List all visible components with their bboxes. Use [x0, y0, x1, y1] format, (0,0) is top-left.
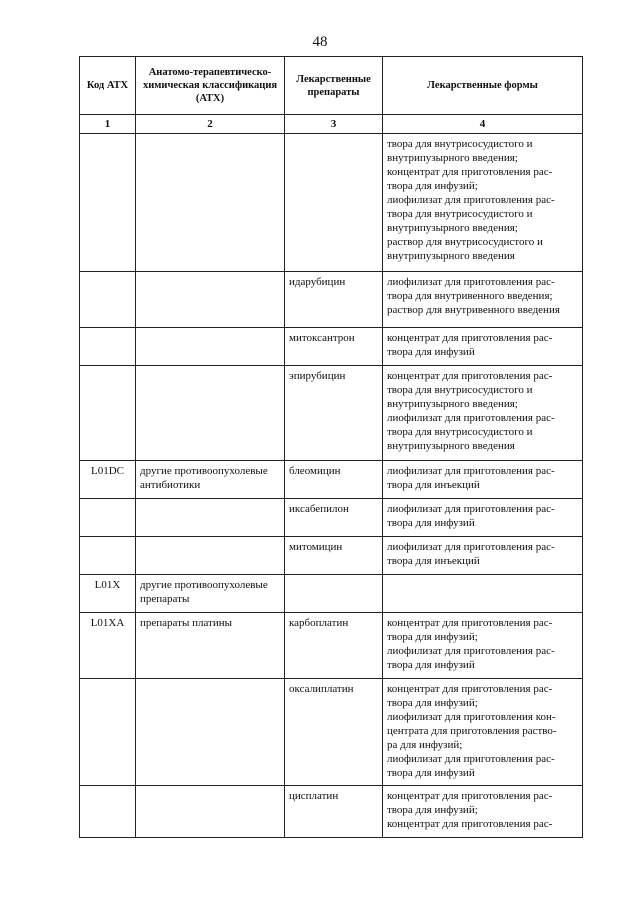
drug-cell: идарубицин	[285, 272, 383, 328]
table-row	[80, 134, 583, 272]
drug-cell: оксалиплатин	[285, 679, 383, 786]
classification-cell	[136, 537, 285, 575]
atx-code-cell: L01XA	[80, 613, 136, 679]
table-row	[80, 272, 583, 328]
column-number: 2	[136, 115, 285, 134]
column-number-row	[80, 115, 583, 134]
table-row	[80, 328, 583, 366]
forms-cell: лиофилизат для приготовления рас- твора для внутривенного введения; раствор для внутривенного введения	[383, 272, 583, 328]
page-number: 48	[312, 34, 328, 50]
table-row	[80, 575, 583, 613]
header-row	[80, 57, 583, 115]
drug-cell: цисплатин	[285, 786, 383, 838]
header-drugs: Лекарственные препараты	[285, 57, 383, 115]
forms-cell: твора для внутрисосудистого и внутрипузырного введения; концентрат для приготовления рас- твора для инфузий; лиофилизат для приготовления рас- твора для внутрисосудистого и внутрипузырного введения; раствор для внутрисосудистого и внутрипузырного введения	[383, 134, 583, 272]
atx-code-cell	[80, 499, 136, 537]
table-row	[80, 679, 583, 786]
atx-code-cell	[80, 679, 136, 786]
classification-cell: другие противоопухолевые препараты	[136, 575, 285, 613]
drug-cell: эпирубицин	[285, 366, 383, 461]
header-forms: Лекарственные формы	[383, 57, 583, 115]
classification-cell	[136, 786, 285, 838]
atx-code-cell	[80, 272, 136, 328]
forms-cell: лиофилизат для приготовления рас- твора для инъекций	[383, 537, 583, 575]
atx-table	[79, 56, 583, 838]
drug-cell	[285, 575, 383, 613]
classification-cell	[136, 272, 285, 328]
atx-code-cell	[80, 366, 136, 461]
classification-cell	[136, 134, 285, 272]
atx-code-cell	[80, 537, 136, 575]
drug-cell: иксабепилон	[285, 499, 383, 537]
classification-cell: другие противоопухолевые антибиотики	[136, 461, 285, 499]
classification-cell	[136, 328, 285, 366]
forms-cell: лиофилизат для приготовления рас- твора для инфузий	[383, 499, 583, 537]
table-row	[80, 499, 583, 537]
classification-cell: препараты платины	[136, 613, 285, 679]
drug-cell	[285, 134, 383, 272]
column-number: 4	[383, 115, 583, 134]
atx-code-cell: L01X	[80, 575, 136, 613]
table-row	[80, 613, 583, 679]
table-row	[80, 786, 583, 838]
classification-cell	[136, 499, 285, 537]
classification-cell	[136, 366, 285, 461]
forms-cell: концентрат для приготовления рас- твора для инфузий; концентрат для приготовления рас-	[383, 786, 583, 838]
forms-cell: концентрат для приготовления рас- твора для инфузий; лиофилизат для приготовления кон- центрата для приготовления раство- ра для инфузий; лиофилизат для приготовления рас- твора для инфузий	[383, 679, 583, 786]
column-number: 3	[285, 115, 383, 134]
table-row	[80, 461, 583, 499]
header-classification: Анатомо-терапевтическо-химическая классификация (АТХ)	[136, 57, 285, 115]
forms-cell: концентрат для приготовления рас- твора для инфузий; лиофилизат для приготовления рас- твора для инфузий	[383, 613, 583, 679]
atx-code-cell: L01DC	[80, 461, 136, 499]
drug-cell: карбоплатин	[285, 613, 383, 679]
drug-cell: митоксантрон	[285, 328, 383, 366]
forms-cell	[383, 575, 583, 613]
drug-cell: митомицин	[285, 537, 383, 575]
forms-cell: концентрат для приготовления рас- твора для инфузий	[383, 328, 583, 366]
drug-cell: блеомицин	[285, 461, 383, 499]
forms-cell: лиофилизат для приготовления рас- твора для инъекций	[383, 461, 583, 499]
column-number: 1	[80, 115, 136, 134]
table-row	[80, 537, 583, 575]
classification-cell	[136, 679, 285, 786]
atx-code-cell	[80, 328, 136, 366]
header-code: Код АТХ	[80, 57, 136, 115]
forms-cell: концентрат для приготовления рас- твора для внутрисосудистого и внутрипузырного введения; лиофилизат для приготовления рас- твора для внутрисосудистого и внутрипузырного введения	[383, 366, 583, 461]
atx-code-cell	[80, 786, 136, 838]
table-row	[80, 366, 583, 461]
atx-code-cell	[80, 134, 136, 272]
